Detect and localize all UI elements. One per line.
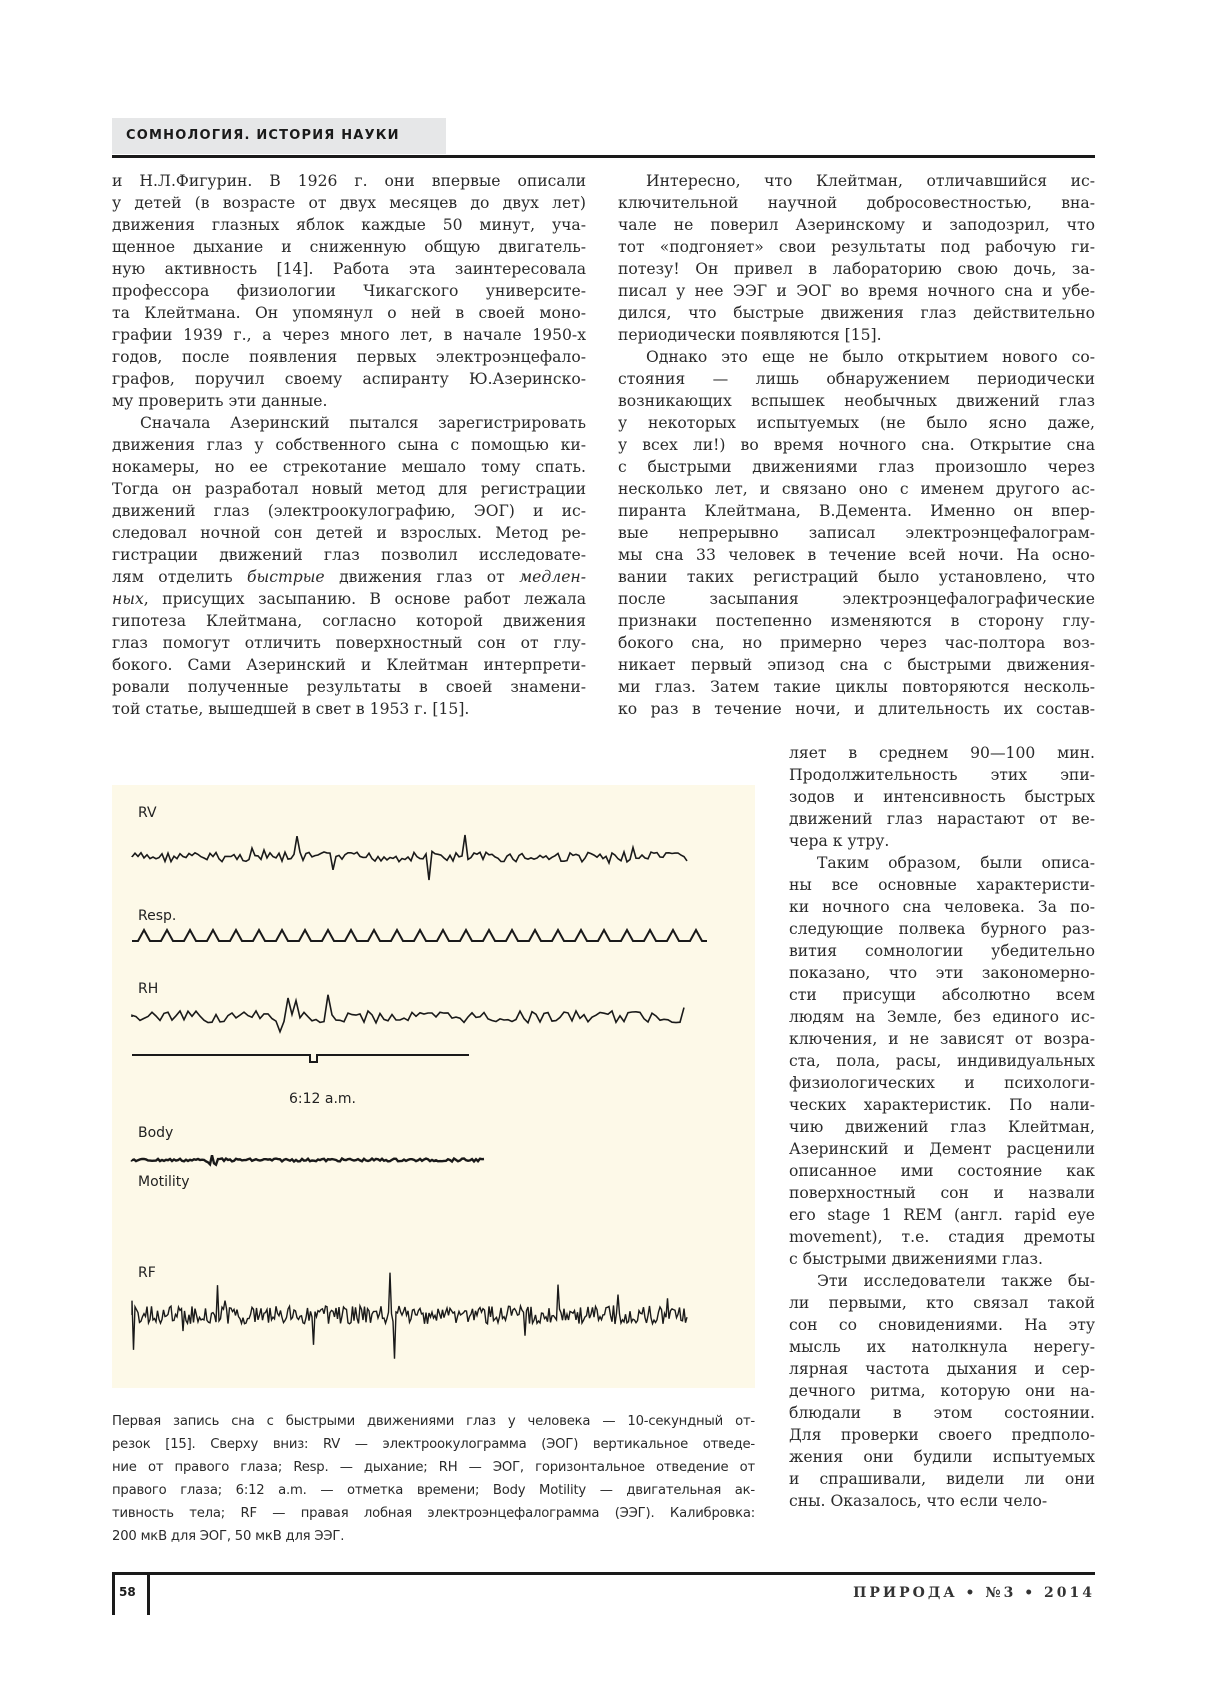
text-line: движений глаз (электроокулографию, ЭОГ) и ис-: [112, 502, 586, 520]
text-line: показано, что эти закономерно-: [789, 964, 1095, 982]
header-rule: [112, 155, 1095, 158]
text-line: потезу! Он привел в лабораторию свою дочь, за-: [618, 260, 1095, 278]
text-line: ную активность [14]. Работа эта заинтересовала: [112, 260, 586, 278]
text-line: движения глазных яблок каждые 50 минут, уча-: [112, 216, 586, 234]
text-line: вития сомнологии убедительно: [789, 942, 1095, 960]
trace-body-motility: [132, 1155, 484, 1164]
text-line: графов, поручил своему аспиранту Ю.Азеринско-: [112, 370, 586, 388]
text-line: му проверить эти данные.: [112, 392, 328, 410]
text-line: сон со сновидениями. На эту: [789, 1316, 1095, 1334]
text-line: ных, присущих засыпанию. В основе работ лежала: [112, 590, 586, 608]
text-line: дился, что быстрые движения глаз действительно: [618, 304, 1095, 322]
text-line: и Н.Л.Фигурин. В 1926 г. они впервые описали: [112, 172, 586, 190]
text-line: его stage 1 REM (англ. rapid eye: [789, 1206, 1095, 1224]
text-line: бокого. Сами Азеринский и Клейтман интерпрети-: [112, 656, 586, 674]
text-line: щенное дыхание и сниженную общую двигатель-: [112, 238, 586, 256]
text-line: поверхностный сон и назвали: [789, 1184, 1095, 1202]
text-line: гипотеза Клейтмана, согласно которой движения: [112, 612, 586, 630]
trace-rh: [132, 995, 684, 1032]
text-line: описанное ими состояние как: [789, 1162, 1095, 1180]
text-line: движения глаз у собственного сына с помощью ки-: [112, 436, 586, 454]
text-line: ключительной научной добросовестностью, вна-: [618, 194, 1095, 212]
text-line: годов, после появления первых электроэнцефало-: [112, 348, 586, 366]
text-line: у некоторых испытуемых (не было ясно даже,: [618, 414, 1095, 432]
text-line: ко раз в течение ночи, и длительность их состав-: [618, 700, 1095, 718]
text-line: ляет в среднем 90—100 мин.: [789, 744, 1095, 762]
text-line: возникающих вспышек необычных движений глаз: [618, 392, 1095, 410]
text-line: ны все основные характеристи-: [789, 876, 1095, 894]
caption-line: резок [15]. Сверху вниз: RV — электроокулограмма (ЭОГ) вертикальное отведе-: [112, 1437, 755, 1452]
text-line: писал у нее ЭЭГ и ЭОГ во время ночного сна и убе-: [618, 282, 1095, 300]
text-line: чале не поверил Азеринскому и заподозрил, что: [618, 216, 1095, 234]
text-line: у всех ли!) во время ночного сна. Открытие сна: [618, 436, 1095, 454]
text-line: дечного ритма, которую они на-: [789, 1382, 1095, 1400]
label-time-mark: 6:12 a.m.: [289, 1091, 357, 1107]
caption-line: правого глаза; 6:12 a.m. — отметка времени; Body Motility — двигательная ак-: [112, 1483, 755, 1498]
text-line: лям отделить быстрые движения глаз от медлен-: [112, 568, 586, 586]
caption-line: ние от правого глаза; Resp. — дыхание; RH — ЭОГ, горизонтальное отведение от: [112, 1460, 755, 1475]
label-rv: RV: [138, 805, 157, 821]
text-line: стояния — лишь обнаружением периодически: [618, 370, 1095, 388]
text-line: ключения, и не зависят от возра-: [789, 1030, 1095, 1048]
text-line: Однако это еще не было открытием нового со-: [646, 348, 1095, 366]
text-line: movement), т.е. стадия дремоты: [789, 1228, 1095, 1246]
text-line: следовал ночной сон детей и взрослых. Метод ре-: [112, 524, 586, 542]
text-line: Азеринский и Демент расценили: [789, 1140, 1095, 1158]
trace-resp: [132, 930, 707, 941]
text-line: физиологических и психологи-: [789, 1074, 1095, 1092]
label-rh: RH: [138, 981, 159, 997]
text-line: вании таких регистраций было установлено, что: [618, 568, 1095, 586]
text-line: ли первыми, кто связал такой: [789, 1294, 1095, 1312]
trace-time-mark: [132, 1055, 469, 1062]
text-line: Продолжительность этих эпи-: [789, 766, 1095, 784]
text-line: профессора физиологии Чикагского университе-: [112, 282, 586, 300]
text-line: Интересно, что Клейтман, отличавшийся ис-: [646, 172, 1095, 190]
label-motility: Motility: [138, 1174, 190, 1190]
trace-rf: [132, 1273, 687, 1359]
text-line: Эти исследователи также бы-: [817, 1272, 1095, 1290]
text-line: ки ночного сна человека. За по-: [789, 898, 1095, 916]
text-line: несколько лет, и связано оно с именем другого ас-: [618, 480, 1095, 498]
text-line: у детей (в возрасте от двух месяцев до двух лет): [112, 194, 586, 212]
text-line: и спрашивали, видели ли они: [789, 1470, 1095, 1488]
text-line: ста, пола, расы, индивидуальных: [789, 1052, 1095, 1070]
text-line: графии 1939 г., а через много лет, в начале 1950-х: [112, 326, 586, 344]
text-line: Таким образом, были описа-: [817, 854, 1095, 872]
text-line: сны. Оказалось, что если чело-: [789, 1492, 1048, 1510]
text-line: нокамеры, но ее стрекотание мешало тому спать.: [112, 458, 586, 476]
text-line: вые непрерывно записал электроэнцефалограм-: [618, 524, 1095, 542]
text-line: сти присущи абсолютно всем: [789, 986, 1095, 1004]
text-line: та Клейтмана. Он упомянул о ней в своей моно-: [112, 304, 586, 322]
text-line: ческих характеристик. По нали-: [789, 1096, 1095, 1114]
label-body: Body: [138, 1125, 174, 1141]
figure-caption: [112, 1410, 755, 1548]
text-line: чию движений глаз Клейтман,: [789, 1118, 1095, 1136]
text-line: Сначала Азеринский пытался зарегистрировать: [140, 414, 586, 432]
caption-line: 200 мкВ для ЭОГ, 50 мкВ для ЭЭГ.: [112, 1529, 345, 1544]
text-line: ровали полученные результаты в своей знамени-: [112, 678, 586, 696]
label-rf: RF: [138, 1265, 156, 1281]
text-line: зодов и интенсивность быстрых: [789, 788, 1095, 806]
page-number: 58: [119, 1585, 136, 1599]
text-line: жения они будили испытуемых: [789, 1448, 1095, 1466]
text-line: чера к утру.: [789, 832, 890, 850]
caption-line: Первая запись сна с быстрыми движениями глаз у человека — 10-секундный от-: [112, 1414, 755, 1429]
text-line: гистрации движений глаз позволил исследовате-: [112, 546, 586, 564]
right-column-narrow: [789, 742, 1095, 1512]
text-line: людям на Земле, без единого ис-: [789, 1008, 1095, 1026]
text-line: признаки постепенно изменяются в сторону глу-: [618, 612, 1095, 630]
text-line: движений глаз нарастают от ве-: [789, 810, 1095, 828]
journal-issue: ПРИРОДА • №3 • 2014: [853, 1585, 1095, 1601]
text-line: Для проверки своего предполо-: [789, 1426, 1095, 1444]
text-line: мы сна 33 человек в течение всей ночи. На осно-: [618, 546, 1095, 564]
text-line: никает первый эпизод сна с быстрыми движения-: [618, 656, 1095, 674]
trace-rv: [132, 835, 687, 880]
text-line: глаз помогут отличить поверхностный сон от глу-: [112, 634, 586, 652]
text-line: той статье, вышедшей в свет в 1953 г. [15].: [112, 700, 470, 718]
text-line: с быстрыми движениями глаз.: [789, 1250, 1044, 1268]
eeg-figure: [112, 785, 755, 1388]
section-title: СОМНОЛОГИЯ. ИСТОРИЯ НАУКИ: [126, 128, 400, 143]
text-line: Тогда он разработал новый метод для регистрации: [112, 480, 586, 498]
text-line: периодически появляются [15].: [618, 326, 882, 344]
text-line: пиранта Клейтмана, В.Демента. Именно он впер-: [618, 502, 1095, 520]
page-number-box: [112, 1572, 150, 1615]
text-line: с быстрыми движениями глаз произошло через: [618, 458, 1095, 476]
text-line: ми глаз. Затем такие циклы повторяются несколь-: [618, 678, 1095, 696]
eeg-traces: [112, 785, 755, 1388]
section-header: [112, 118, 446, 154]
text-line: тот «подгоняет» свои результаты под рабочую ги-: [618, 238, 1095, 256]
text-line: бокого сна, но примерно через час-полтора воз-: [618, 634, 1095, 652]
label-resp: Resp.: [138, 908, 177, 924]
text-line: лярная частота дыхания и сер-: [789, 1360, 1095, 1378]
text-line: мысль их натолкнула нерегу-: [789, 1338, 1095, 1356]
text-line: блюдали в этом состоянии.: [789, 1404, 1095, 1422]
caption-line: тивность тела; RF — правая лобная электроэнцефалограмма (ЭЭГ). Калибровка:: [112, 1506, 755, 1521]
right-column: [618, 170, 1095, 720]
footer-rule: [112, 1572, 1095, 1575]
text-line: следующие полвека бурного раз-: [789, 920, 1095, 938]
text-line: после засыпания электроэнцефалографические: [618, 590, 1095, 608]
left-column: [112, 170, 586, 720]
